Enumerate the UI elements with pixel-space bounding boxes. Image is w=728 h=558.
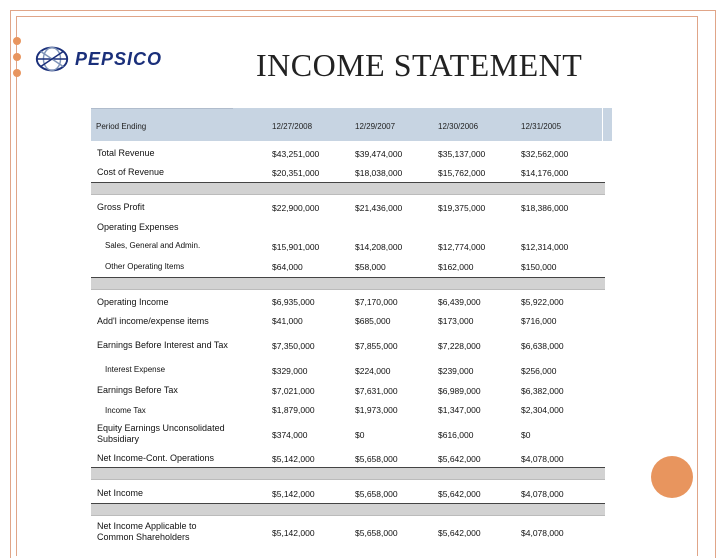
cell-value: $4,078,000 [521, 489, 564, 499]
cell-value: $5,142,000 [272, 489, 315, 499]
header-tail [602, 108, 613, 141]
header-top-line [91, 108, 233, 109]
cell-value: $5,642,000 [438, 528, 481, 538]
row-label-total-revenue: Total Revenue [97, 148, 155, 158]
cell-value: $39,474,000 [355, 149, 403, 159]
decorative-dot [13, 69, 21, 77]
cell-value: $685,000 [355, 316, 391, 326]
row-label-operating-expenses: Operating Expenses [97, 222, 179, 232]
cell-value: $7,855,000 [355, 341, 398, 351]
cell-value: $20,351,000 [272, 168, 320, 178]
pepsico-globe-icon [33, 40, 71, 78]
row-label-ebit: Earnings Before Interest and Tax [97, 340, 228, 350]
header-date-2008: 12/27/2008 [272, 122, 313, 131]
cell-value: $1,973,000 [355, 405, 398, 415]
cell-value: $0 [521, 430, 531, 440]
header-date-2007: 12/29/2007 [355, 122, 396, 131]
cell-value: $6,382,000 [521, 386, 564, 396]
cell-value: $6,638,000 [521, 341, 564, 351]
row-separator [91, 277, 605, 290]
cell-value: $0 [355, 430, 365, 440]
cell-value: $19,375,000 [438, 203, 486, 213]
cell-value: $7,170,000 [355, 297, 398, 307]
cell-value: $7,021,000 [272, 386, 315, 396]
row-separator [91, 467, 605, 480]
decorative-dot-large [651, 456, 693, 498]
row-label-earnings-before-tax: Earnings Before Tax [97, 385, 178, 395]
row-separator [91, 503, 605, 516]
row-label-interest-expense: Interest Expense [105, 365, 166, 374]
cell-value: $173,000 [438, 316, 474, 326]
cell-value: $58,000 [355, 262, 386, 272]
row-label-operating-income: Operating Income [97, 297, 169, 307]
page-title: INCOME STATEMENT [256, 47, 583, 83]
cell-value: $6,439,000 [438, 297, 481, 307]
cell-value: $329,000 [272, 366, 308, 376]
cell-value: $4,078,000 [521, 528, 564, 538]
cell-value: $5,142,000 [272, 528, 315, 538]
cell-value: $22,900,000 [272, 203, 320, 213]
row-label-gross-profit: Gross Profit [97, 202, 145, 212]
row-label-other-operating-items: Other Operating Items [105, 262, 185, 271]
cell-value: $716,000 [521, 316, 557, 326]
pepsico-logo: PEPSICO [75, 49, 163, 69]
cell-value: $239,000 [438, 366, 474, 376]
cell-value: $5,658,000 [355, 489, 398, 499]
cell-value: $12,774,000 [438, 242, 486, 252]
cell-value: $64,000 [272, 262, 303, 272]
cell-value: $5,658,000 [355, 528, 398, 538]
header-period-ending: Period Ending [96, 122, 147, 131]
row-label-equity-earnings: Equity Earnings Unconsolidated Subsidiary [97, 423, 225, 444]
cell-value: $7,228,000 [438, 341, 481, 351]
row-label-addl-income-expense: Add'l income/expense items [97, 316, 209, 326]
cell-value: $150,000 [521, 262, 557, 272]
cell-value: $18,386,000 [521, 203, 569, 213]
cell-value: $32,562,000 [521, 149, 569, 159]
cell-value: $43,251,000 [272, 149, 320, 159]
cell-value: $12,314,000 [521, 242, 569, 252]
cell-value: $5,642,000 [438, 454, 481, 464]
cell-value: $224,000 [355, 366, 391, 376]
cell-value: $162,000 [438, 262, 474, 272]
decorative-dot [13, 37, 21, 45]
cell-value: $5,658,000 [355, 454, 398, 464]
header-date-2006: 12/30/2006 [438, 122, 479, 131]
cell-value: $5,642,000 [438, 489, 481, 499]
cell-value: $15,762,000 [438, 168, 486, 178]
cell-value: $6,989,000 [438, 386, 481, 396]
cell-value: $21,436,000 [355, 203, 403, 213]
cell-value: $14,176,000 [521, 168, 569, 178]
cell-value: $5,922,000 [521, 297, 564, 307]
cell-value: $7,631,000 [355, 386, 398, 396]
cell-value: $2,304,000 [521, 405, 564, 415]
cell-value: $35,137,000 [438, 149, 486, 159]
row-separator [91, 182, 605, 195]
row-label-income-tax: Income Tax [105, 406, 146, 415]
header-date-2005: 12/31/2005 [521, 122, 562, 131]
row-label-net-income-cont-ops: Net Income-Cont. Operations [97, 453, 215, 463]
cell-value: $41,000 [272, 316, 303, 326]
cell-value: $7,350,000 [272, 341, 315, 351]
cell-value: $256,000 [521, 366, 557, 376]
cell-value: $6,935,000 [272, 297, 315, 307]
cell-value: $18,038,000 [355, 168, 403, 178]
cell-value: $374,000 [272, 430, 308, 440]
row-label-sga: Sales, General and Admin. [105, 241, 201, 250]
cell-value: $1,347,000 [438, 405, 481, 415]
row-label-net-income: Net Income [97, 488, 144, 498]
row-label-cost-of-revenue: Cost of Revenue [97, 167, 165, 177]
row-label-net-income-common: Net Income Applicable to Common Shareholders [97, 521, 197, 542]
cell-value: $616,000 [438, 430, 474, 440]
cell-value: $4,078,000 [521, 454, 564, 464]
cell-value: $15,901,000 [272, 242, 320, 252]
cell-value: $5,142,000 [272, 454, 315, 464]
decorative-dot [13, 53, 21, 61]
cell-value: $1,879,000 [272, 405, 315, 415]
cell-value: $14,208,000 [355, 242, 403, 252]
